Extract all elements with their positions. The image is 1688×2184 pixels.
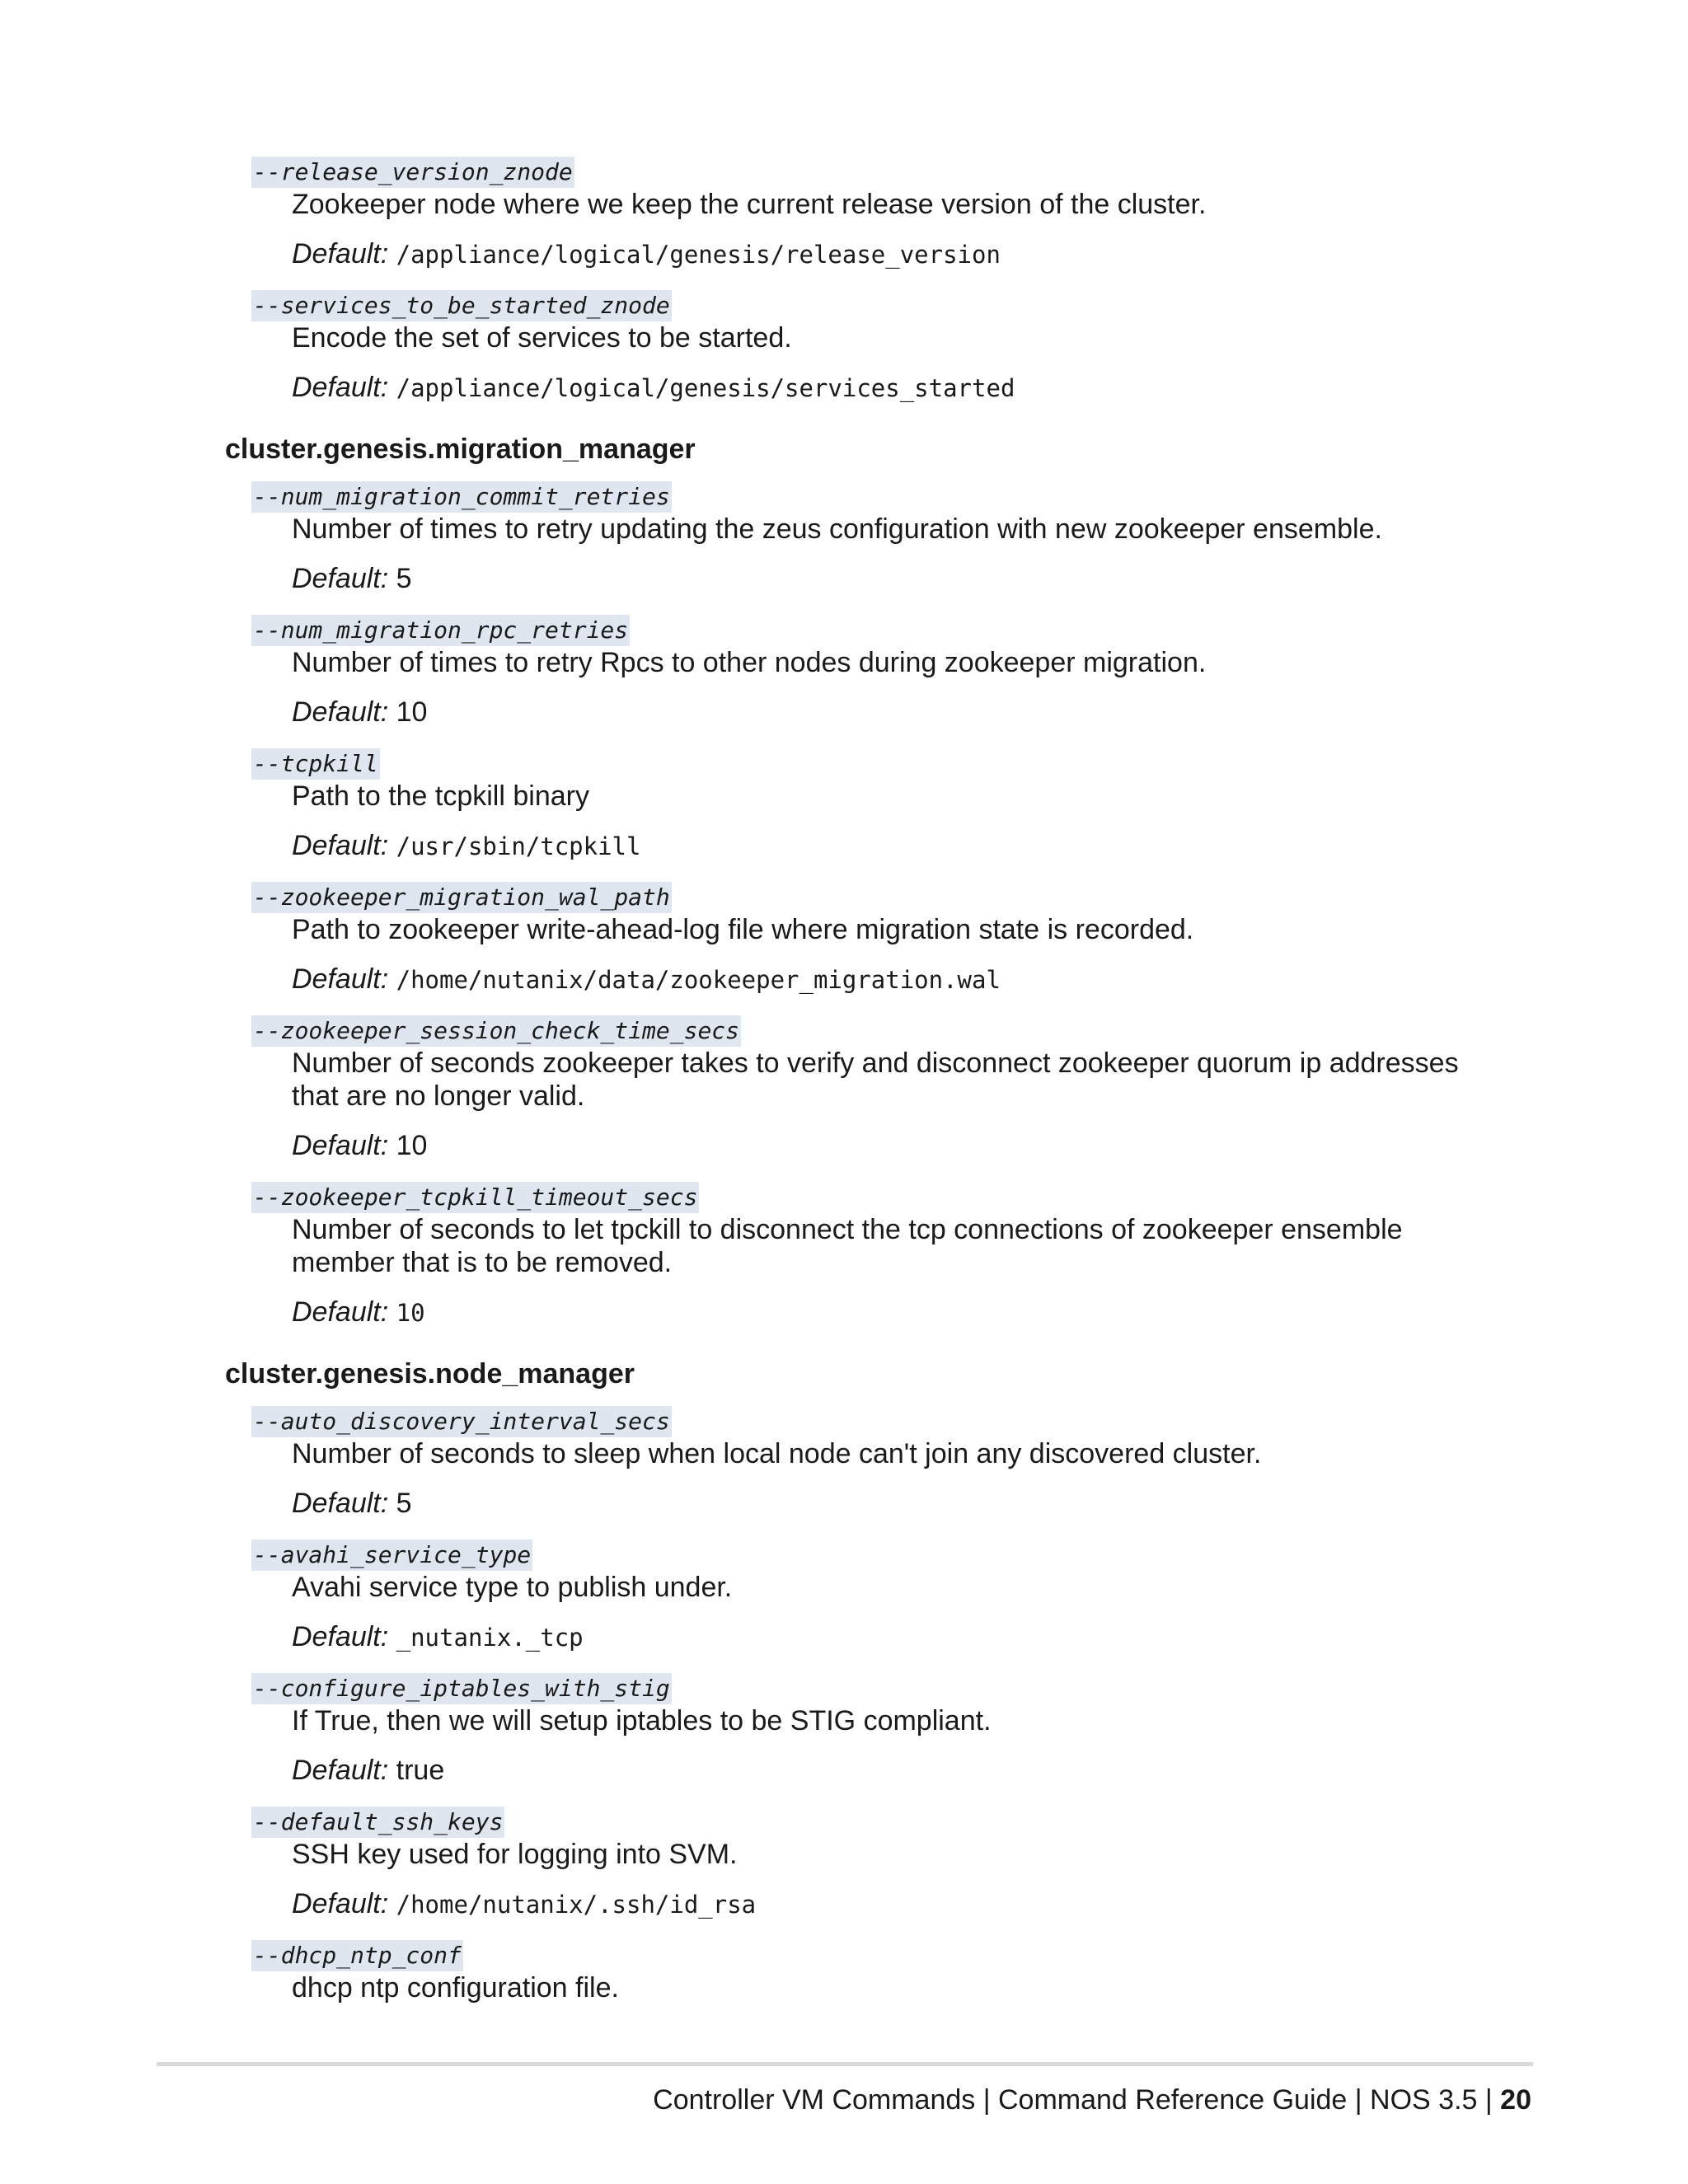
- flag-zookeeper-tcpkill-timeout-secs: --zookeeper_tcpkill_timeout_secs: [251, 1182, 699, 1213]
- flag-services-to-be-started-znode: --services_to_be_started_znode: [251, 290, 672, 321]
- flag-release-version-znode: --release_version_znode: [251, 157, 574, 188]
- flag-avahi-service-type: --avahi_service_type: [251, 1540, 532, 1571]
- default-label: Default:: [292, 1488, 389, 1519]
- default-value: /appliance/logical/genesis/release_version: [396, 241, 1001, 269]
- default-label: Default:: [292, 1755, 389, 1786]
- flag-auto-discovery-interval-secs: --auto_discovery_interval_secs: [251, 1406, 672, 1437]
- footer-text: Controller VM Commands | Command Reference Guide | NOS 3.5 |: [653, 2084, 1501, 2116]
- flag-zookeeper-session-check-time-secs: --zookeeper_session_check_time_secs: [251, 1015, 741, 1047]
- flag-default: [292, 1487, 412, 1520]
- default-label: Default:: [292, 563, 389, 594]
- flag-description: Number of seconds zookeeper takes to verify and disconnect zookeeper quorum ip addresses that are no longer valid.: [292, 1047, 1459, 1112]
- default-value: 10: [396, 1130, 428, 1161]
- default-value: 5: [396, 563, 412, 594]
- flag-description: Path to the tcpkill binary: [292, 780, 589, 812]
- default-value: 10: [396, 1299, 425, 1327]
- flag-description: Avahi service type to publish under.: [292, 1572, 733, 1603]
- flag-description: Number of times to retry Rpcs to other nodes during zookeeper migration.: [292, 647, 1207, 678]
- default-value: _nutanix._tcp: [396, 1624, 584, 1652]
- default-value: /usr/sbin/tcpkill: [396, 832, 641, 860]
- flag-num-migration-commit-retries: --num_migration_commit_retries: [251, 481, 672, 513]
- flag-description: dhcp ntp configuration file.: [292, 1972, 619, 2004]
- flag-description: Zookeeper node where we keep the current release version of the cluster.: [292, 189, 1207, 220]
- default-value: /home/nutanix/.ssh/id_rsa: [396, 1891, 757, 1919]
- flag-default: [292, 562, 412, 595]
- page-number: 20: [1500, 2084, 1531, 2116]
- flag-default: [292, 1620, 584, 1654]
- flag-default: [292, 696, 427, 729]
- flag-default-ssh-keys: --default_ssh_keys: [251, 1807, 504, 1838]
- flag-default: [292, 1754, 444, 1787]
- flag-default: [292, 371, 1015, 405]
- flag-description: If True, then we will setup iptables to be STIG compliant.: [292, 1705, 992, 1736]
- flag-zookeeper-migration-wal-path: --zookeeper_migration_wal_path: [251, 882, 672, 913]
- flag-description: Number of times to retry updating the zeus configuration with new zookeeper ensemble.: [292, 513, 1382, 545]
- default-value: /home/nutanix/data/zookeeper_migration.wal: [396, 966, 1001, 994]
- section-heading-node-manager: cluster.genesis.node_manager: [225, 1358, 635, 1390]
- flag-tcpkill: --tcpkill: [251, 748, 380, 780]
- flag-default: [292, 963, 1001, 996]
- default-value: 5: [396, 1488, 412, 1519]
- flag-default: [292, 1129, 427, 1162]
- flag-description: SSH key used for logging into SVM.: [292, 1839, 738, 1870]
- default-label: Default:: [292, 696, 389, 728]
- flag-description: Encode the set of services to be started.: [292, 322, 792, 354]
- flag-num-migration-rpc-retries: --num_migration_rpc_retries: [251, 615, 630, 646]
- flag-description: Number of seconds to sleep when local node can't join any discovered cluster.: [292, 1438, 1262, 1469]
- flag-default: [292, 1887, 756, 1921]
- default-label: Default:: [292, 1621, 389, 1652]
- flag-description: Path to zookeeper write-ahead-log file where migration state is recorded.: [292, 914, 1194, 945]
- default-label: Default:: [292, 1130, 389, 1161]
- flag-description: Number of seconds to let tpckill to disconnect the tcp connections of zookeeper ensemble member that is to be removed.: [292, 1214, 1403, 1278]
- default-value: 10: [396, 696, 428, 728]
- default-label: Default:: [292, 238, 389, 269]
- flag-dhcp-ntp-conf: --dhcp_ntp_conf: [251, 1940, 463, 1971]
- flag-default: [292, 829, 640, 863]
- default-label: Default:: [292, 1888, 389, 1919]
- flag-configure-iptables-with-stig: --configure_iptables_with_stig: [251, 1673, 672, 1704]
- footer-divider: [157, 2062, 1533, 2066]
- default-label: Default:: [292, 1296, 389, 1328]
- default-label: Default:: [292, 963, 389, 995]
- section-heading-migration-manager: cluster.genesis.migration_manager: [225, 434, 696, 465]
- default-value: true: [396, 1755, 445, 1786]
- flag-default: [292, 237, 1001, 271]
- flag-default: [292, 1296, 425, 1329]
- default-label: Default:: [292, 830, 389, 861]
- default-label: Default:: [292, 372, 389, 403]
- page-footer: [653, 2083, 1531, 2116]
- default-value: /appliance/logical/genesis/services_started: [396, 374, 1015, 402]
